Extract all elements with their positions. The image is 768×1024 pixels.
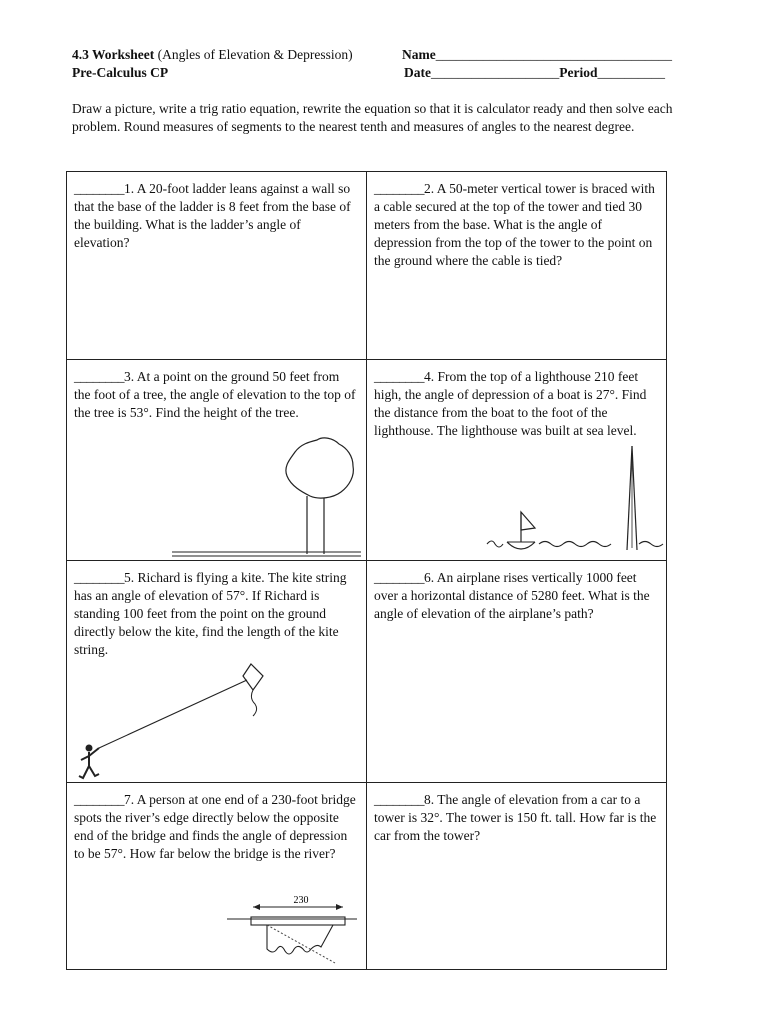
date-period-field[interactable] <box>404 65 665 81</box>
problem-cell-6[interactable] <box>367 561 667 783</box>
name-field[interactable] <box>402 47 672 63</box>
problem-body: The angle of elevation from a car to a tower is 32°. The tower is 150 ft. tall. How far is the car from the tower? <box>374 792 657 843</box>
answer-blank-2[interactable]: ________ <box>374 181 424 196</box>
problem-cell-5[interactable] <box>67 561 367 783</box>
problem-6-text <box>374 569 657 623</box>
problem-body: Richard is flying a kite. The kite string has an angle of elevation of 57°. If Richard is standing 100 feet from the point on the ground directly below the kite, find the length of the kite string. <box>74 570 347 657</box>
problem-2-text <box>374 180 657 270</box>
problem-cell-2[interactable] <box>367 172 667 360</box>
problem-cell-1[interactable] <box>67 172 367 360</box>
problem-number: 2. <box>424 181 435 196</box>
name-label: Name <box>402 47 436 62</box>
problem-number: 5. <box>124 570 135 585</box>
course-label: Pre-Calculus CP <box>72 65 169 80</box>
bridge-illustration <box>217 891 367 969</box>
problem-body: A person at one end of a 230-foot bridge spots the river’s edge directly below the opposite end of the bridge and finds the angle of depression to be 57°. How far below the bridge is the river? <box>74 792 356 861</box>
problem-number: 1. <box>124 181 135 196</box>
title-subtitle: (Angles of Elevation & Depression) <box>154 47 353 62</box>
problem-cell-8[interactable] <box>367 783 667 969</box>
problem-body: At a point on the ground 50 feet from the foot of a tree, the angle of elevation to the top of the tree is 53°. Find the height of the tree. <box>74 369 356 420</box>
problem-4-text <box>374 368 657 440</box>
problem-number: 7. <box>124 792 135 807</box>
course-name <box>72 65 168 81</box>
date-blank[interactable]: ___________________ <box>431 65 560 80</box>
answer-blank-7[interactable]: ________ <box>74 792 124 807</box>
problem-body: An airplane rises vertically 1000 feet over a horizontal distance of 5280 feet. What is the angle of elevation of the airplane’s path? <box>374 570 650 621</box>
problem-cell-7[interactable] <box>67 783 367 969</box>
title-bold: 4.3 Worksheet <box>72 47 155 62</box>
problem-number: 6. <box>424 570 435 585</box>
problem-number: 8. <box>424 792 435 807</box>
answer-blank-3[interactable]: ________ <box>74 369 124 384</box>
problem-cell-4[interactable] <box>367 360 667 561</box>
problem-1-text <box>74 180 357 252</box>
worksheet-title <box>72 47 353 63</box>
instructions: Draw a picture, write a trig ratio equation, rewrite the equation so that it is calculator ready and then solve each problem. Round measures of segments to the nearest tenth and measures of angles to the nearest degree. <box>72 101 673 134</box>
kite-illustration <box>71 656 281 786</box>
tree-illustration <box>167 430 367 560</box>
answer-blank-5[interactable]: ________ <box>74 570 124 585</box>
answer-blank-8[interactable]: ________ <box>374 792 424 807</box>
problem-number: 3. <box>124 369 135 384</box>
problem-5-text <box>74 569 357 659</box>
problem-cell-3[interactable] <box>67 360 367 561</box>
bridge-length-label: 230 <box>293 895 309 906</box>
date-label: Date <box>404 65 431 80</box>
problem-body: A 20-foot ladder leans against a wall so that the base of the ladder is 8 feet from the base of the building. What is the ladder’s angle of elevation? <box>74 181 351 250</box>
problem-number: 4. <box>424 369 435 384</box>
problem-grid <box>66 171 667 970</box>
problem-8-text <box>374 791 657 845</box>
problem-3-text <box>74 368 357 422</box>
lighthouse-boat-illustration <box>487 440 667 560</box>
problem-body: A 50-meter vertical tower is braced with a cable secured at the top of the tower and tied 30 meters from the base. What is the angle of depression from the top of the tower to the point on the ground where the cable is tied? <box>374 181 655 268</box>
answer-blank-6[interactable]: ________ <box>374 570 424 585</box>
answer-blank-1[interactable]: ________ <box>74 181 124 196</box>
period-label: Period <box>559 65 598 80</box>
problem-body: From the top of a lighthouse 210 feet high, the angle of depression of a boat is 27°. Find the distance from the boat to the foot of the lighthouse. The lighthouse was built at sea level. <box>374 369 647 438</box>
name-blank[interactable]: ___________________________________ <box>435 47 672 62</box>
problem-7-text <box>74 791 357 863</box>
answer-blank-4[interactable]: ________ <box>374 369 424 384</box>
period-blank[interactable]: __________ <box>597 65 665 80</box>
